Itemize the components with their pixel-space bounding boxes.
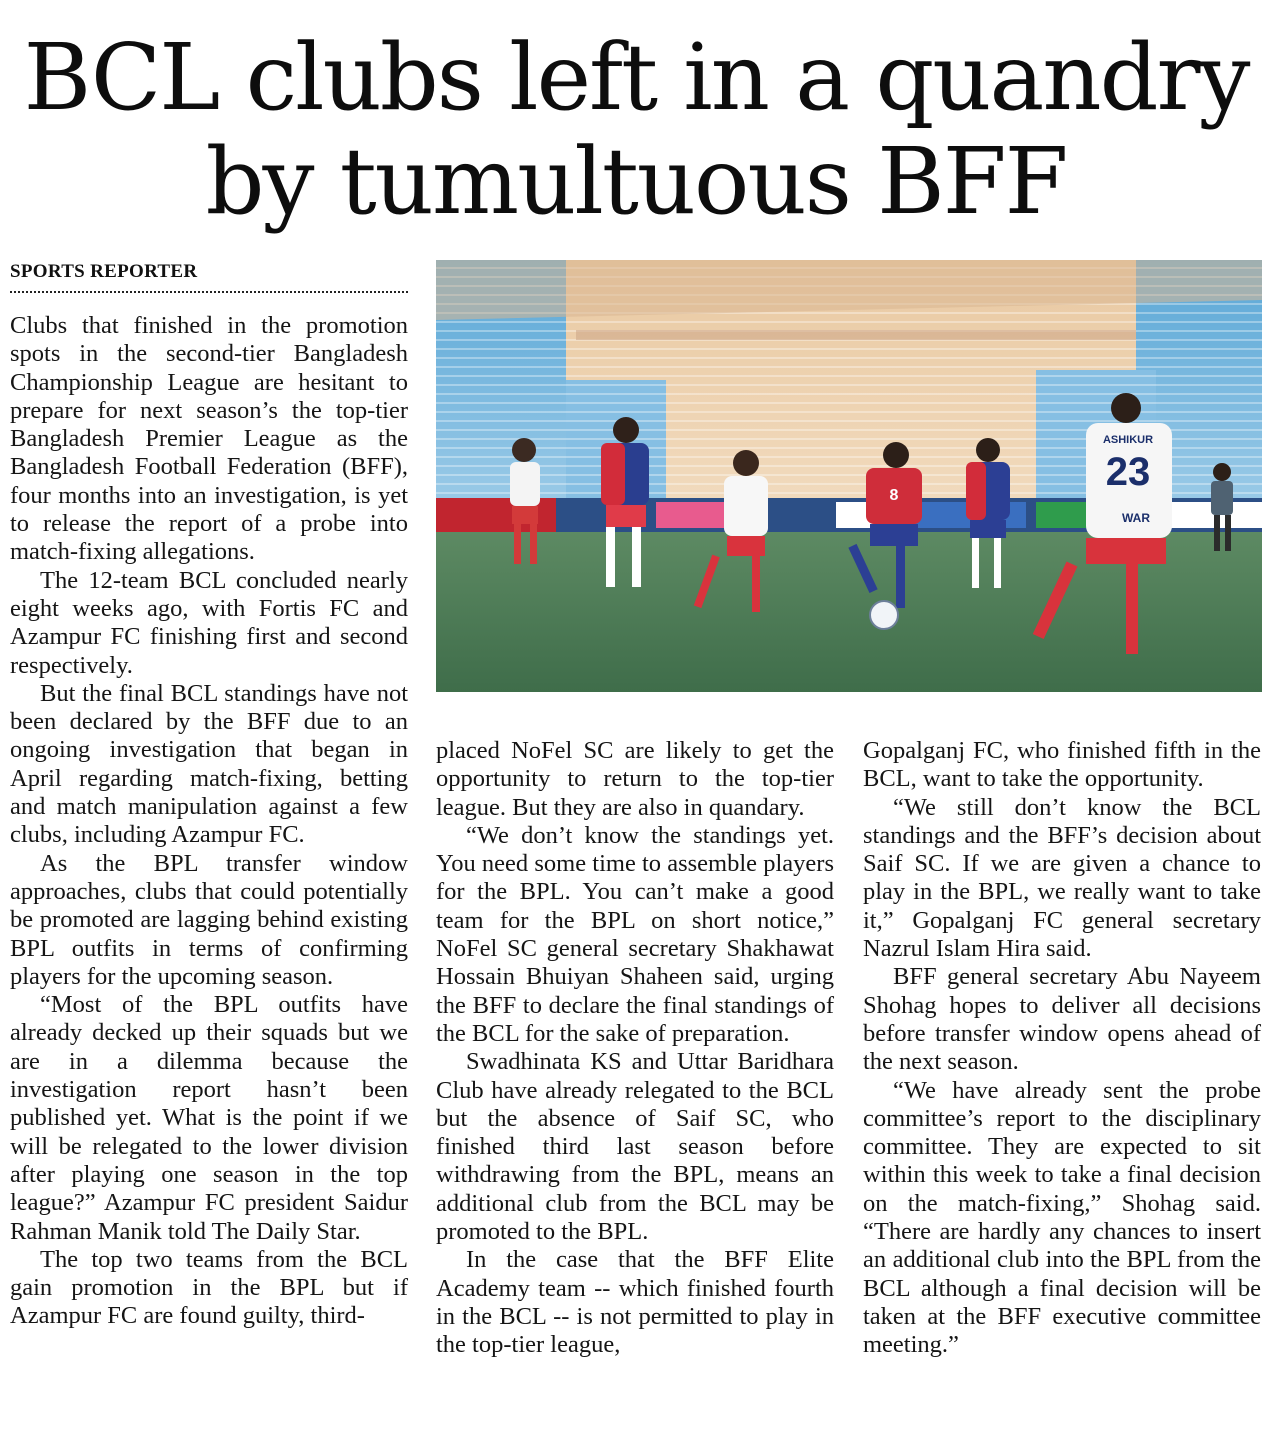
paragraph: BFF general secretary Abu Nayeem Shohag hopes to deliver all decisions before transfer window opens ahead of the next season. [863, 963, 1261, 1076]
match-photo [436, 260, 1262, 692]
headline-line-2: by tumultuous BFF [205, 128, 1067, 235]
jersey-name: ASHIKUR [1102, 434, 1154, 446]
paragraph: “We don’t know the standings yet. You need some time to assemble players for the BPL. You can’t make a good team for the BPL on short notice,” NoFel SC general secretary Shakhawat Hossain Bhuiyan Shaheen said, urging the BFF to declare the final standings of the BCL for the sake of preparation. [436, 821, 834, 1047]
jersey-sub: WAR [1122, 511, 1150, 525]
article-column-2 [436, 737, 834, 1360]
paragraph: But the final BCL standings have not been declared by the BFF due to an ongoing investigation that began in April regarding match-fixing, betting and match manipulation against a few clubs, including Azampur FC. [10, 679, 408, 849]
player-number: 8 [889, 487, 899, 504]
headline [0, 26, 1272, 234]
headline-line-1: BCL clubs left in a quandry [23, 24, 1249, 131]
paragraph: Gopalganj FC, who finished fifth in the BCL, want to take the opportunity. [863, 737, 1261, 793]
article-column-1 [10, 312, 408, 1331]
paragraph: Swadhinata KS and Uttar Baridhara Club have already relegated to the BCL but the absence of Saif SC, who finished third last season before withdrawing from the BPL, means an additional club from the BCL may be promoted to the BPL. [436, 1048, 834, 1246]
paragraph: “We have already sent the probe committee’s report to the disciplinary committee. They are expected to sit within this week to take a final decision on the match-fixing,” Shohag said. “There are hardly any chances to insert an additional club into the BPL from the BCL although a final decision will be taken at the BFF executive committee meeting.” [863, 1076, 1261, 1359]
paragraph: The 12-team BCL concluded nearly eight weeks ago, with Fortis FC and Azampur FC finishing first and second respectively. [10, 566, 408, 679]
paragraph: “Most of the BPL outfits have already decked up their squads but we are in a dilemma because the investigation report hasn’t been published yet. What is the point if we will be relegated to the lower division after playing one season in the top league?” Azampur FC president Saidur Rahman Manik told The Daily Star. [10, 991, 408, 1245]
paragraph: In the case that the BFF Elite Academy team -- which finished fourth in the BCL -- is not permitted to play in the top-tier league, [436, 1246, 834, 1359]
byline: SPORTS REPORTER [10, 261, 408, 293]
paragraph: “We still don’t know the BCL standings and the BFF’s decision about Saif SC. If we are given a chance to play in the BPL, we really want to take it,” Gopalganj FC general secretary Nazrul Islam Hira said. [863, 793, 1261, 963]
paragraph: The top two teams from the BCL gain promotion in the BPL but if Azampur FC are found guilty, third- [10, 1245, 408, 1330]
paragraph: Clubs that finished in the promotion spots in the second-tier Bangladesh Championship League are hesitant to prepare for next season’s the top-tier Bangladesh Premier League as the Bangladesh Football Federation (BFF), four months into an investigation, is yet to release the report of a probe into match-fixing allegations. [10, 312, 408, 566]
paragraph: As the BPL transfer window approaches, clubs that could potentially be promoted are lagging behind existing BPL outfits in terms of confirming players for the upcoming season. [10, 849, 408, 990]
jersey-number: 23 [1105, 450, 1151, 494]
article-column-3 [863, 737, 1261, 1360]
paragraph: placed NoFel SC are likely to get the opportunity to return to the top-tier league. But they are also in quandary. [436, 737, 834, 821]
